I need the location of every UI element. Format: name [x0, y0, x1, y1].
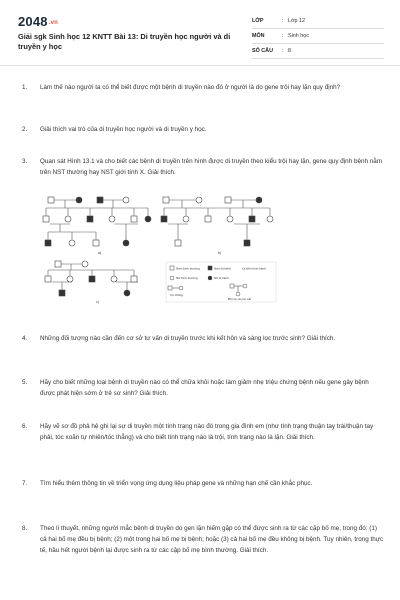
question-number: 6. — [22, 423, 28, 430]
meta-row-count — [252, 44, 384, 59]
question-5 — [22, 377, 384, 399]
legend-normal-female: Nữ bình thường — [176, 276, 198, 280]
panel-label-a: a) — [98, 251, 102, 255]
question-number: 4. — [22, 335, 28, 342]
pedigree-legend — [166, 262, 276, 302]
meta-label: MÔN — [252, 33, 265, 39]
question-text: Giải thích vai trò của di truyền học người và di truyền y học. — [40, 126, 207, 133]
question-1 — [22, 82, 384, 93]
legend-family: Bố mẹ và con cái — [228, 297, 252, 301]
meta-label: LỚP — [252, 18, 264, 24]
panel-label-c: c) — [96, 300, 99, 304]
question-text: Theo lí thuyết, những người mắc bệnh di truyền do gen lặn hiếm gặp có thể được sinh ra từ các cặp bố mẹ, trong đó: (1) cả hai bố mẹ đều bị bệnh; (2) một trong hai bố mẹ bị bệnh; hoặc (3) cả hai bố mẹ đều không bị bệnh. Tuy nhiên, trong thực tế, hầu hết người bệnh lại được sinh ra từ các cặp bố mẹ bình thường. Giải thích. — [40, 525, 384, 554]
legend-normal-male: Nam bình thường — [176, 266, 200, 271]
page-title: Giải sgk Sinh học 12 KNTT Bài 13: Di truyền học người và di truyền y học — [18, 32, 231, 51]
legend-phenotype: Là kiểu hình bệnh — [242, 266, 266, 271]
meta-separator: : — [282, 18, 284, 24]
question-text: Quan sát Hình 13.1 và cho biết các bệnh di truyền trên hình được di truyền theo kiểu trội hay lặn, gene quy định bệnh nằm trên NST thường hay NST giới tính X. Giải thích. — [40, 158, 382, 176]
meta-value: Sinh học — [288, 33, 309, 39]
question-7 — [22, 478, 384, 489]
pedigree-figure — [38, 190, 280, 306]
question-4 — [22, 333, 384, 344]
question-text: Tìm hiểu thêm thông tin về triển vọng ứng dụng liệu pháp gene và những hạn chế cần khắc phục. — [40, 480, 313, 487]
question-2 — [22, 124, 384, 135]
legend-couple: Vợ chồng — [170, 293, 183, 297]
legend-affected-female: Nữ bị bệnh — [214, 276, 229, 280]
question-number: 5. — [22, 379, 28, 386]
meta-table — [252, 14, 384, 59]
question-number: 3. — [22, 158, 28, 165]
question-number: 8. — [22, 525, 28, 532]
meta-label: SỐ CÂU — [252, 48, 273, 54]
logo-suffix: .vn — [48, 20, 59, 26]
question-6 — [22, 421, 384, 443]
question-text: Làm thế nào người ta có thể biết được một bệnh di truyền nào đó ở người là do gene trội hay lặn quy định? — [40, 84, 341, 91]
meta-row-class — [252, 14, 384, 29]
question-3 — [22, 156, 384, 178]
panel-label-b: b) — [218, 251, 222, 255]
site-logo[interactable] — [18, 14, 58, 29]
question-text: Hãy vẽ sơ đồ phả hệ ghi lại sự di truyền một tính trạng nào đó trong gia đình em (như tính trạng thuận tay trái/thuận tay phải, tóc xoăn tự nhiên/tóc thẳng) và cho biết tính trạng nào là trội, tính trạng nào là lặn. Giải thích. — [40, 423, 374, 441]
question-text: Hãy cho biết những loại bệnh di truyền nào có thể chữa khỏi hoặc làm giảm nhẹ triệu chứng bệnh nếu gene gây bệnh được phát hiện sớm ở trẻ sơ sinh? Giải thích. — [40, 379, 369, 397]
page-header — [0, 0, 400, 66]
legend-affected-male: Nam bị bệnh — [214, 266, 232, 271]
question-number: 1. — [22, 84, 28, 91]
question-number: 2. — [22, 126, 28, 133]
meta-separator: : — [282, 33, 284, 39]
meta-separator: : — [282, 48, 284, 54]
question-text: Những đối tượng nào cần đến cơ sở tư vấn di truyền trước khi kết hôn và sàng lọc trước sinh? Giải thích. — [40, 335, 336, 342]
meta-value: Lớp 12 — [288, 18, 306, 24]
question-number: 7. — [22, 480, 28, 487]
meta-row-subject — [252, 29, 384, 44]
meta-value: 8 — [288, 48, 291, 54]
logo-text: 2048 — [18, 14, 48, 29]
question-8 — [22, 523, 384, 556]
